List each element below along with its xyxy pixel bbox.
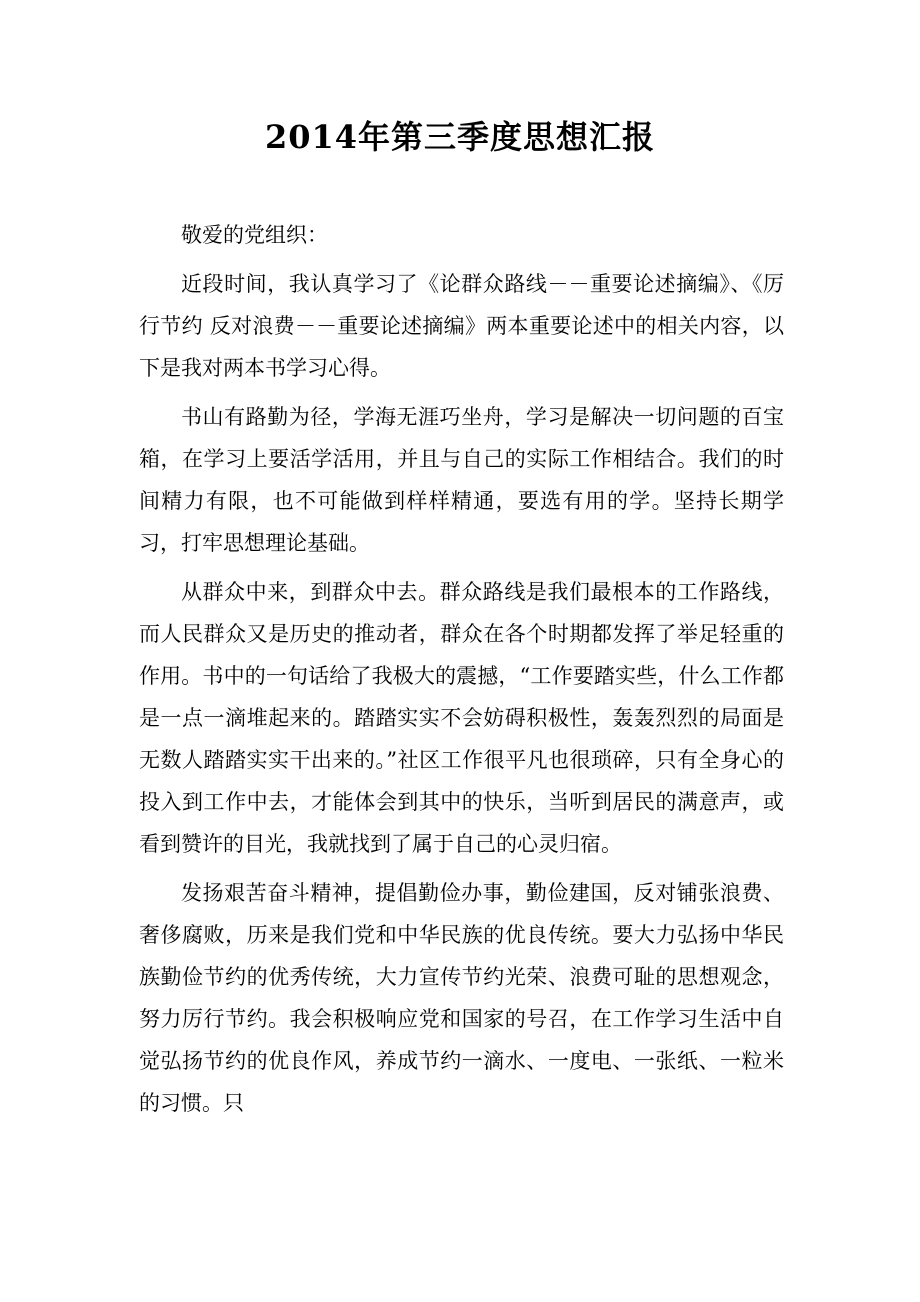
paragraph-study: 书山有路勤为径，学海无涯巧坐舟，学习是解决一切问题的百宝箱，在学习上要活学活用，并且与自己的实际工作相结合。我们的时间精力有限，也不可能做到样样精通，要选有用的学。坚持长期学习，打牢思想理论基础。 [139,405,784,555]
paragraph-frugality: 发扬艰苦奋斗精神，提倡勤俭办事，勤俭建国，反对铺张浪费、奢侈腐败，历来是我们党和中华民族的优良传统。要大力弘扬中华民族勤俭节约的优秀传统，大力宣传节约光荣、浪费可耻的思想观念，努力厉行节约。我会积极响应党和国家的号召，在工作学习生活中自觉弘扬节约的优良作风，养成节约一滴水、一度电、一张纸、一粒米的习惯。只 [139,881,784,1115]
paragraph-mass-line: 从群众中来，到群众中去。群众路线是我们最根本的工作路线，而人民群众又是历史的推动者，群众在各个时期都发挥了举足轻重的作用。书中的一句话给了我极大的震撼，“工作要踏实些，什么工作都是一点一滴堆起来的。踏踏实实不会妨碍积极性，轰轰烈烈的局面是无数人踏踏实实干出来的。”社区工作很平凡也很琐碎，只有全身心的投入到工作中去，才能体会到其中的快乐，当听到居民的满意声，或看到赞许的目光，我就找到了属于自己的心灵归宿。 [139,580,784,856]
document-body [139,214,784,1131]
salutation: 敬爱的党组织： [181,223,328,247]
document-title: 2014年第三季度思想汇报 [264,118,656,156]
paragraph-intro: 近段时间，我认真学习了《论群众路线－－重要论述摘编》、《厉行节约 反对浪费－－重要论述摘编》两本重要论述中的相关内容，以下是我对两本书学习心得。 [139,272,784,380]
